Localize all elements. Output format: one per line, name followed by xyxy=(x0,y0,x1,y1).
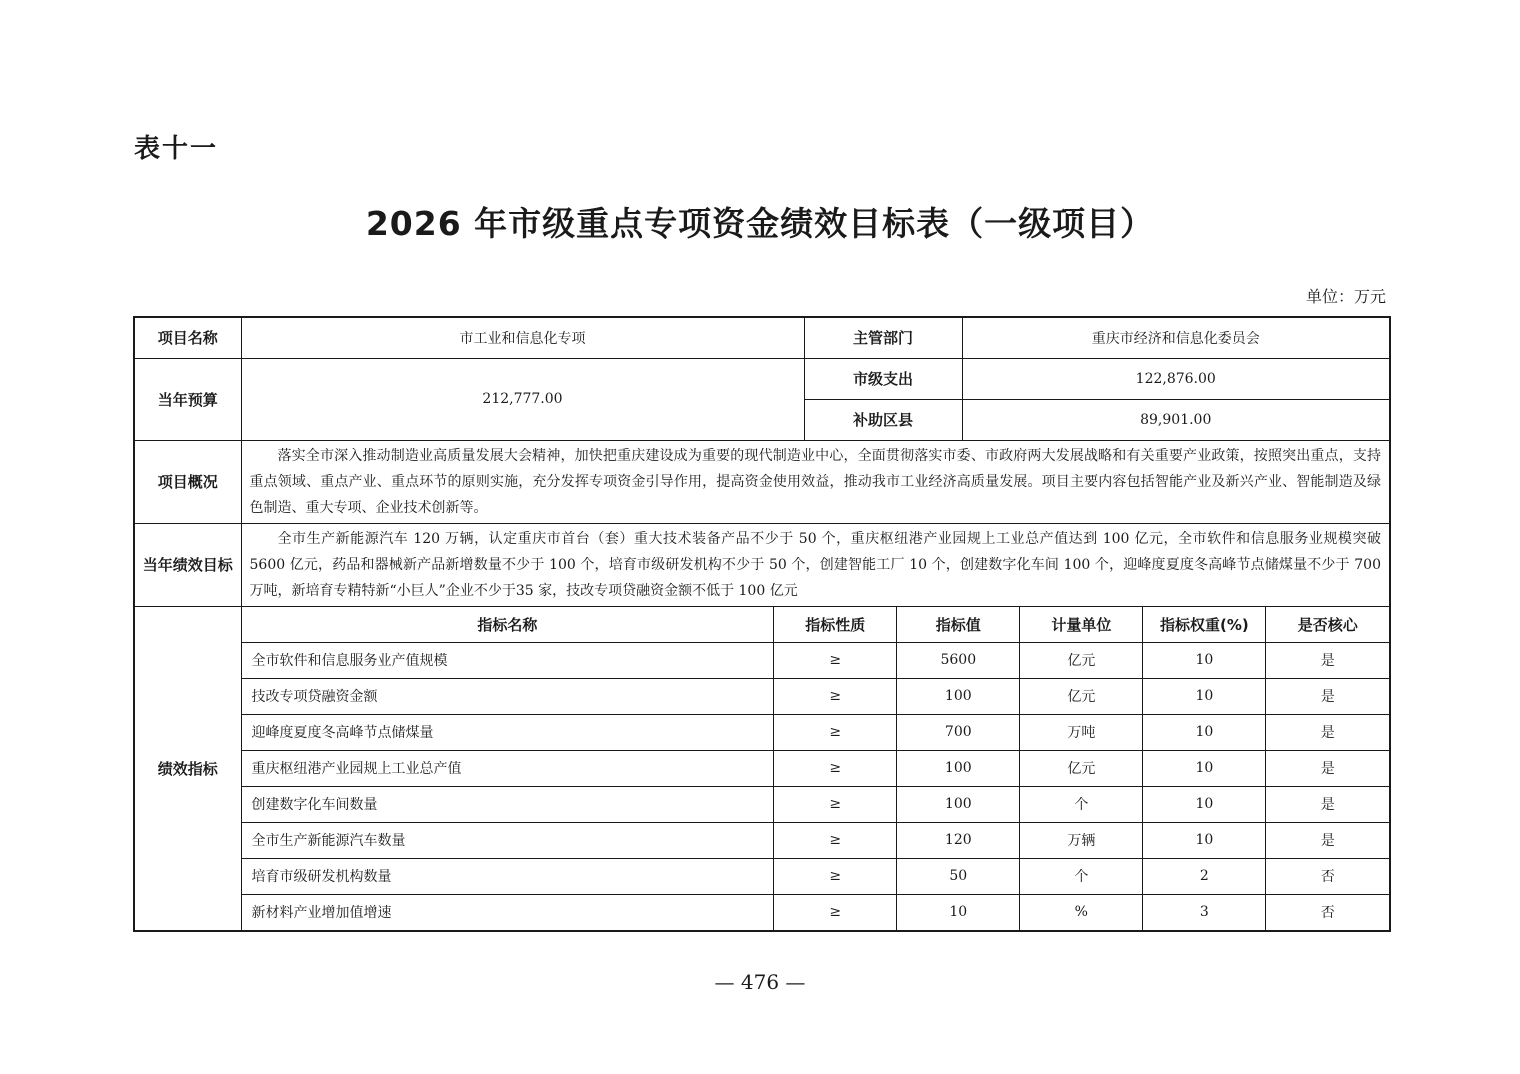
table-row xyxy=(242,858,1390,894)
indicator-unit: 亿元 xyxy=(1020,678,1143,714)
indicator-weight: 10 xyxy=(1143,750,1266,786)
indicator-weight: 10 xyxy=(1143,642,1266,678)
indicator-name: 重庆枢纽港产业园规上工业总产值 xyxy=(242,750,774,786)
table-row xyxy=(242,750,1390,786)
page-number: — 476 — xyxy=(714,970,806,994)
column-header: 计量单位 xyxy=(1020,607,1143,643)
indicator-value: 100 xyxy=(897,750,1020,786)
table-row xyxy=(242,642,1390,678)
table-row xyxy=(242,786,1390,822)
performance-target-table xyxy=(133,316,1391,932)
table-row xyxy=(242,678,1390,714)
indicator-type: ≥ xyxy=(774,822,897,858)
county-subsidy-label: 补助区县 xyxy=(804,399,962,440)
indicators-header-row xyxy=(242,607,1390,643)
unit-label: 单位：万元 xyxy=(1305,287,1386,306)
indicator-weight: 2 xyxy=(1143,858,1266,894)
city-expense-value: 122,876.00 xyxy=(962,358,1390,399)
table-row xyxy=(242,822,1390,858)
indicator-unit: 亿元 xyxy=(1020,642,1143,678)
indicator-weight: 10 xyxy=(1143,714,1266,750)
indicator-core: 是 xyxy=(1266,678,1389,714)
indicator-type: ≥ xyxy=(774,714,897,750)
indicator-type: ≥ xyxy=(774,894,897,930)
table-number-label: 表十一 xyxy=(134,134,219,164)
indicator-unit: 个 xyxy=(1020,786,1143,822)
indicator-value: 100 xyxy=(897,678,1020,714)
indicator-type: ≥ xyxy=(774,858,897,894)
indicator-unit: 万辆 xyxy=(1020,822,1143,858)
department-label: 主管部门 xyxy=(804,317,962,358)
indicator-value: 100 xyxy=(897,786,1020,822)
annual-budget-value: 212,777.00 xyxy=(241,358,804,440)
indicator-weight: 10 xyxy=(1143,786,1266,822)
indicators-section-label: 绩效指标 xyxy=(134,606,241,931)
indicators-table xyxy=(242,607,1390,930)
indicator-core: 是 xyxy=(1266,786,1389,822)
annual-goal-label: 当年绩效目标 xyxy=(134,523,241,606)
indicator-unit: 亿元 xyxy=(1020,750,1143,786)
annual-goal-text: 全市生产新能源汽车 120 万辆，认定重庆市首台（套）重大技术装备产品不少于 50 个，重庆枢纽港产业园规上工业总产值达到 100 亿元，全市软件和信息服务业规模突破 5600 亿元，药品和器械新产品新增数量不少于 100 个，培育市级研发机构不少于 50 个，创建智能工厂 10 个，创建数字化车间 100 个，迎峰度夏度冬高峰节点储煤量不少于 700 万吨，新培育专精特新“小巨人”企业不少于35 家，技改专项贷融资金额不低于 100 亿元 xyxy=(241,523,1390,606)
indicator-name: 技改专项贷融资金额 xyxy=(242,678,774,714)
indicator-value: 5600 xyxy=(897,642,1020,678)
indicator-unit: % xyxy=(1020,894,1143,930)
county-subsidy-value: 89,901.00 xyxy=(962,399,1390,440)
department-value: 重庆市经济和信息化委员会 xyxy=(962,317,1390,358)
indicator-name: 创建数字化车间数量 xyxy=(242,786,774,822)
indicator-value: 10 xyxy=(897,894,1020,930)
table-row xyxy=(242,894,1390,930)
project-overview-text: 落实全市深入推动制造业高质量发展大会精神，加快把重庆建设成为重要的现代制造业中心，全面贯彻落实市委、市政府两大发展战略和有关重要产业政策，按照突出重点，支持重点领域、重点产业、重点环节的原则实施，充分发挥专项资金引导作用，提高资金使用效益，推动我市工业经济高质量发展。项目主要内容包括智能产业及新兴产业、智能制造及绿色制造、重大专项、企业技术创新等。 xyxy=(241,440,1390,523)
indicator-weight: 10 xyxy=(1143,678,1266,714)
column-header: 指标权重(%) xyxy=(1143,607,1266,643)
indicator-unit: 万吨 xyxy=(1020,714,1143,750)
indicator-type: ≥ xyxy=(774,678,897,714)
indicator-weight: 3 xyxy=(1143,894,1266,930)
indicator-core: 是 xyxy=(1266,750,1389,786)
indicator-value: 120 xyxy=(897,822,1020,858)
indicator-unit: 个 xyxy=(1020,858,1143,894)
indicator-core: 否 xyxy=(1266,858,1389,894)
indicator-name: 全市生产新能源汽车数量 xyxy=(242,822,774,858)
indicator-value: 700 xyxy=(897,714,1020,750)
indicator-core: 否 xyxy=(1266,894,1389,930)
project-overview-label: 项目概况 xyxy=(134,440,241,523)
indicator-type: ≥ xyxy=(774,750,897,786)
indicator-name: 迎峰度夏度冬高峰节点储煤量 xyxy=(242,714,774,750)
city-expense-label: 市级支出 xyxy=(804,358,962,399)
indicator-name: 全市软件和信息服务业产值规模 xyxy=(242,642,774,678)
column-header: 是否核心 xyxy=(1266,607,1389,643)
indicator-core: 是 xyxy=(1266,642,1389,678)
indicator-core: 是 xyxy=(1266,714,1389,750)
project-name-label: 项目名称 xyxy=(134,317,241,358)
indicator-weight: 10 xyxy=(1143,822,1266,858)
indicator-value: 50 xyxy=(897,858,1020,894)
indicator-name: 培育市级研发机构数量 xyxy=(242,858,774,894)
indicator-type: ≥ xyxy=(774,786,897,822)
table-row xyxy=(242,714,1390,750)
annual-budget-label: 当年预算 xyxy=(134,358,241,440)
column-header: 指标值 xyxy=(897,607,1020,643)
indicator-core: 是 xyxy=(1266,822,1389,858)
document-title: 2026 年市级重点专项资金绩效目标表（一级项目） xyxy=(365,204,1155,243)
column-header: 指标名称 xyxy=(242,607,774,643)
indicator-type: ≥ xyxy=(774,642,897,678)
column-header: 指标性质 xyxy=(774,607,897,643)
indicator-name: 新材料产业增加值增速 xyxy=(242,894,774,930)
project-name-value: 市工业和信息化专项 xyxy=(241,317,804,358)
